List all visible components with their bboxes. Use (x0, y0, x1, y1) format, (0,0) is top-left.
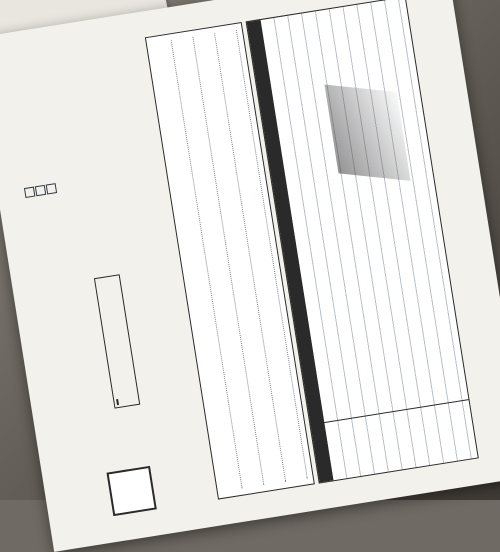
checkbox-row (45, 183, 58, 199)
checkbox-list (23, 183, 58, 202)
column-divider (310, 399, 468, 425)
checkbox[interactable] (45, 183, 56, 194)
checkbox[interactable] (34, 185, 45, 196)
company-info (164, 399, 181, 508)
letter-box (106, 466, 156, 516)
date-label (116, 399, 119, 405)
date-box (94, 274, 140, 408)
stamp-shadow (324, 84, 410, 180)
checkbox[interactable] (23, 187, 34, 198)
tax-info (59, 197, 70, 266)
